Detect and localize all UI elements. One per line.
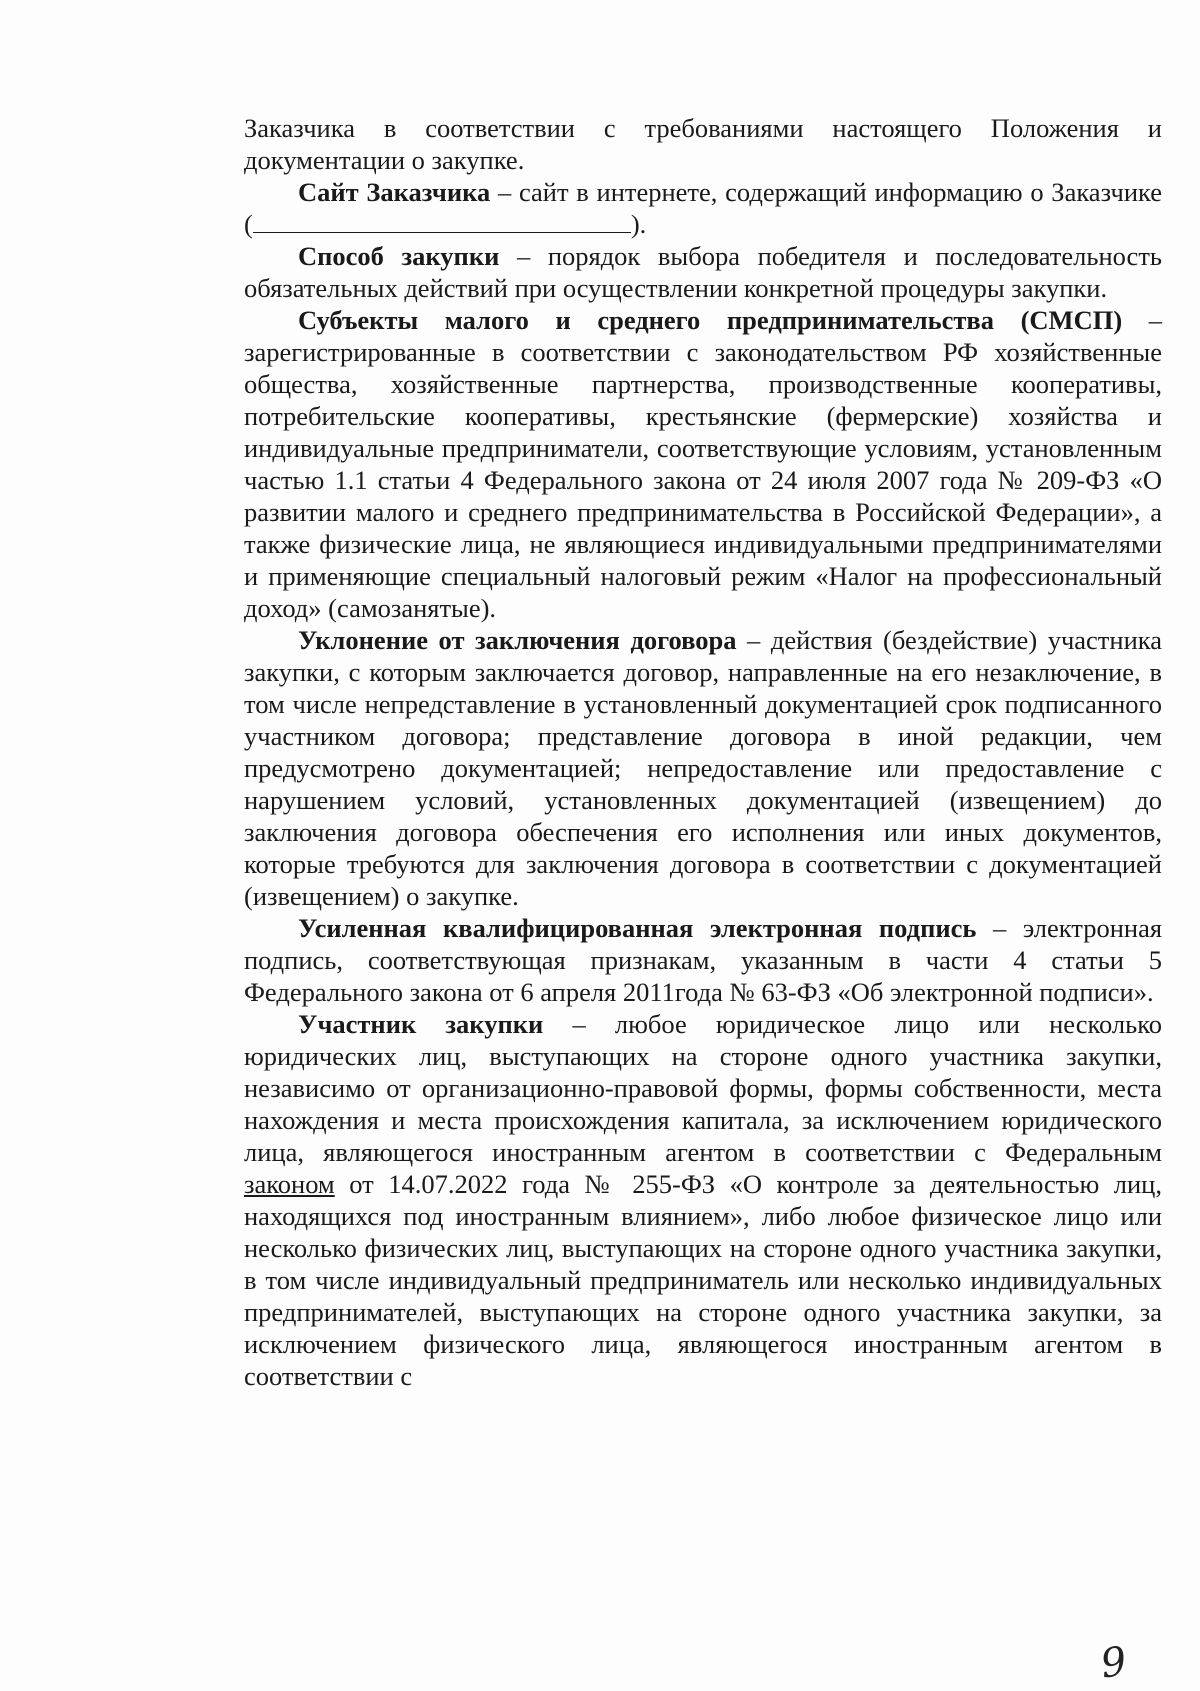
definition-site [244,176,1162,240]
blank-fill-line [253,210,631,233]
definition-text: порядок выбора победителя и последовательность обязательных действий при осуществлении конкретной процедуры закупки. [244,241,1162,303]
document-body [244,112,1162,1392]
definition-text: зарегистрированные в соответствии с законодательством РФ хозяйственные общества, хозяйственные партнерства, производственные кооперативы, потребительские кооперативы, крестьянские (фермерские) хозяйства и индивидуальные предприниматели, соответствующие условиям, установленным частью 1.1 статьи 4 Федерального закона от 24 июля 2007 года № 209-ФЗ «О развитии малого и среднего предпринимательства в Российской Федерации», а также физические лица, не являющиеся индивидуальными предпринимателями и применяющие специальный налоговый режим «Налог на профессиональный доход» (самозанятые). [244,337,1162,623]
law-link[interactable]: законом [244,1169,335,1199]
definition-dash: – [543,1009,615,1039]
intro-text: Заказчика в соответствии с требованиями настоящего Положения и документации о закупке. [244,113,1162,175]
definition-term: Участник закупки [298,1009,544,1039]
definition-procurement-method [244,240,1162,304]
definition-smsp [244,304,1162,624]
definition-text: сайт в интернете, содержащий информацию о Заказчике ( [244,177,1162,239]
definition-text-continued: от 14.07.2022 года № 255-ФЗ «О контроле за деятельностью лиц, находящихся под иностранным влиянием», либо любое физическое лицо или несколько физических лиц, выступающих на стороне одного участника закупки, в том числе индивидуальный предприниматель или несколько индивидуальных предпринимателей, выступающих на стороне одного участника закупки, за исключением физического лица, являющегося иностранным агентом в соответствии с [244,1169,1162,1391]
definition-text: любое юридическое лицо или несколько юридических лиц, выступающих на стороне одного участника закупки, независимо от организационно-правовой формы, формы собственности, места нахождения и места происхождения капитала, за исключением юридического лица, являющегося иностранным агентом в соответствии с Федеральным [244,1009,1163,1167]
definition-signature [244,912,1162,1008]
definition-text: действия (бездействие) участника закупки, с которым заключается договор, направленные на его незаключение, в том числе непредставление в установленный документацией срок подписанного участником договора; представление договора в иной редакции, чем предусмотрено документацией; непредоставление или предоставление с нарушением условий, установленных документацией (извещением) до заключения договора обеспечения его исполнения или иных документов, которые требуются для заключения договора в соответствии с документацией (извещением) о закупке. [244,625,1162,911]
page-number: 9 [1097,1638,1130,1688]
definition-term: Сайт Заказчика [298,177,491,207]
definition-term: Субъекты малого и среднего предпринимательства (СМСП) [298,305,1123,335]
definition-term: Способ закупки [298,241,500,271]
definition-term: Усиленная квалифицированная электронная подпись [298,913,977,943]
definition-participant [244,1008,1162,1392]
definition-text-end: ). [630,209,647,239]
definition-dash: – [976,913,1023,943]
definition-evasion [244,624,1162,912]
definition-term: Уклонение от заключения договора [298,625,737,655]
definition-dash: – [1122,305,1163,335]
definition-text: электронная подпись, соответствующая признакам, указанным в части 4 статьи 5 Федерального закона от 6 апреля 2011года № 63-ФЗ «Об электронной подписи». [244,913,1163,1007]
intro-paragraph [244,112,1162,176]
definition-dash: – [736,625,771,655]
definition-dash: – [499,241,548,271]
definition-dash: – [490,177,519,207]
